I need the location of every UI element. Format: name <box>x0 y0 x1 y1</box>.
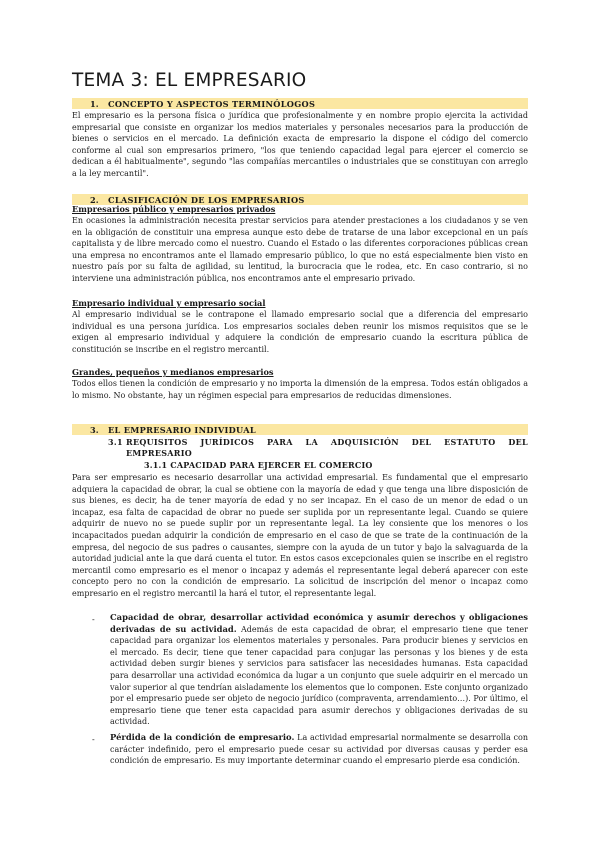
bullet-2-dash: - <box>92 735 95 744</box>
bullet-2-paragraph <box>110 732 528 767</box>
subsection-individual-social-title: Empresario individual y empresario social <box>72 298 266 308</box>
subsection-sizes-title: Grandes, pequeños y medianos empresarios <box>72 367 274 377</box>
subsection-3-1-1-heading: 3.1.1 CAPACIDAD PARA EJERCER EL COMERCIO <box>144 460 373 470</box>
subsection-public-private-title: Empresarios público y empresarios privados <box>72 204 276 214</box>
subsection-3-1-heading-line2: EMPRESARIO <box>126 448 193 458</box>
page-title: TEMA 3: EL EMPRESARIO <box>72 70 307 91</box>
section-1-heading: CONCEPTO Y ASPECTOS TERMINÓLOGOS <box>108 99 316 109</box>
section-3-heading: EL EMPRESARIO INDIVIDUAL <box>108 425 256 435</box>
subsection-individual-social-paragraph: Al empresario individual se le contrapone el llamado empresario social que a diferencia del empresario individual es una persona jurídica. Los empresarios sociales deben reunir los mismos requisitos que se le exigen al empresario individual y adquiere la condición de empresario cuando la escritura pública de constitución se inscribe en el registro mercantil. <box>72 310 528 354</box>
bullet-1-bold: Capacidad de obrar, desarrollar actividad económica y asumir derechos y obligaciones derivadas de su actividad. <box>110 612 528 634</box>
section-2-heading: CLASIFICACIÓN DE LOS EMPRESARIOS <box>108 195 305 205</box>
bullet-1-paragraph <box>110 612 528 728</box>
subsection-public-private-paragraph: En ocasiones la administración necesita prestar servicios para atender prestaciones a los ciudadanos y se ven en la obligación de constituir una empresa aunque esto debe de tratarse de una labor excepcional en un país capitalista y de libre mercado como el nuestro. Cuando el Estado o las diferentes corporaciones públicas crean una empresa no encontramos ante el llamado empresario público, lo que no está especialmente bien visto en nuestro país por su falta de agilidad, su lentitud, la burocracia que le rodea, etc. En caso contrario, si no interviene una administración pública, nos encontramos ante el empresario privado. <box>72 216 528 283</box>
bullet-2-text: La actividad empresarial normalmente se desarrolla con carácter indefinido, pero el empresario puede cesar su actividad por diversas causas y perder esa condición de empresario. Es muy importante determinar cuando el empresario pierde esa condición. <box>110 733 528 766</box>
subsection-3-1-number: 3.1 <box>108 437 123 447</box>
section-3-paragraph: Para ser empresario es necesario desarrollar una actividad empresarial. Es fundamental que el empresario adquiera la capacidad de obrar, la cual se obtiene con la mayoría de edad y que tenga una libre disposición de sus bienes, es decir, ha de tener mayoría de edad y no ser incapaz. En el caso de un menor de edad o un incapaz, esa falta de capacidad de obrar no puede ser suplida por un representante legal. Cuando se quiere adquirir de nuevo no se puede suplir por un representante legal. La ley consiente que los menores o los incapacitados puedan adquirir la condición de empresario en el caso de que se trate de la continuación de la empresa, del negocio de sus padres o causantes, siempre con la ayuda de un tutor y bajo la salvaguarda de la autoridad judicial ante la que dará cuenta el tutor. En estos casos excepcionales quien se inscribe en el registro mercantil como empresario es el menor o incapaz y además el representante legal deberá aparecer con este concepto pero no con la condición de empresario. La solicitud de inscripción del menor o incapaz como empresario en el registro mercantil la hará el tutor, el representante legal. <box>72 473 528 598</box>
section-3-number: 3. <box>90 425 99 435</box>
section-1-number: 1. <box>90 99 99 109</box>
bullet-1-text: Además de esta capacidad de obrar, el empresario tiene que tener capacidad para organizar los elementos materiales y personales. Para producir bienes y servicios en el mercado. Es decir, tiene que tener capacidad para conjugar las personas y los bienes y de esta actividad deben surgir bienes y servicios para satisfacer las necesidades humanas. Esta capacidad para desarrollar una actividad económica da lugar a un conjunto que suele adquirir en el mercado un valor superior al que tendrían aisladamente los elementos que lo componen. Este conjunto organizado por el empresario puede ser objeto de negocio jurídico (compraventa, arrendamiento…). Por último, el empresario tiene que tener esta capacidad para asumir derechos y obligaciones derivadas de su actividad. <box>110 624 528 727</box>
bullet-1-dash: - <box>92 615 95 624</box>
section-1-paragraph: El empresario es la persona física o jurídica que profesionalmente y en nombre propio ejercita la actividad empresarial que consiste en organizar los medios materiales y personales necesarios para la producción de bienes o servicios en el mercado. La definición exacta de empresario la dispone el código del comercio conforme al cual son empresarios primero, "los que teniendo capacidad legal para ejercer el comercio se dedican a él habitualmente", segundo "las compañías mercantiles o industriales que se constituyan con arreglo a la ley mercantil". <box>72 111 528 178</box>
bullet-2-bold: Pérdida de la condición de empresario. <box>110 732 295 742</box>
section-2-number: 2. <box>90 195 99 205</box>
subsection-sizes-paragraph: Todos ellos tienen la condición de empresario y no importa la dimensión de la empresa. Todos están obligados a lo mismo. No obstante, hay un régimen especial para empresarios de reducidas dimensiones. <box>72 379 528 400</box>
subsection-3-1-heading-line1: REQUISITOS JURÍDICOS PARA LA ADQUISICIÓN DEL ESTATUTO DEL <box>126 437 528 447</box>
